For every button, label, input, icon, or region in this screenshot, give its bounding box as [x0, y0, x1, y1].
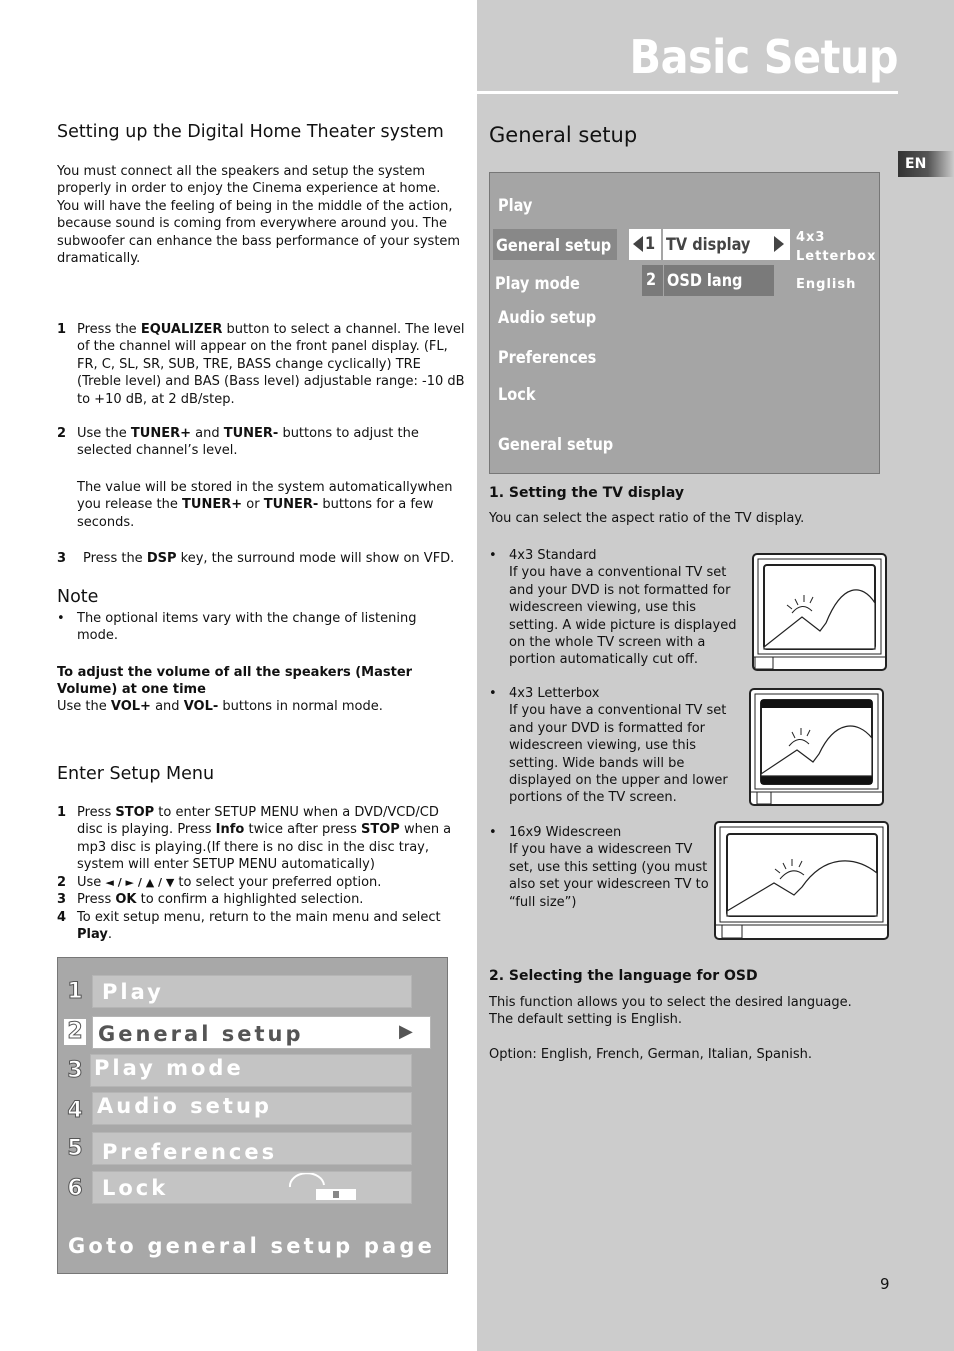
- step-text: Press: [77, 805, 116, 820]
- intro-paragraph: You must connect all the speakers and setup the system properly in order to enjoy the Cinema experience at home. You will have the feeling of being in the middle of the action, because sound is coming from everywhere around you. The subwoofer can enhance the bass performance of your system dramatically.: [57, 164, 461, 267]
- step-text: and: [190, 426, 224, 441]
- menu-digit: 1: [67, 979, 83, 1004]
- option-text: If you have a conventional TV set and your DVD is formatted for widescreen viewing, use this setting. Wide bands will be displayed on the upper and lower portions of the TV screen.: [509, 703, 728, 806]
- enter-step-2: [57, 874, 472, 891]
- osd-language-options: Option: English, French, German, Italian, Spanish.: [489, 1047, 812, 1062]
- step-text: when a mp3 disc is playing.(If there is no disc in the disc tray, system will enter SETUP MENU automatically): [77, 822, 452, 873]
- menu-footer-text: Goto general setup page: [68, 1234, 436, 1258]
- note-heading: Note: [57, 587, 99, 607]
- menu-item-play-mode[interactable]: Play mode: [94, 1056, 244, 1080]
- osd-menu-general-setup[interactable]: General setup: [496, 236, 612, 256]
- step-text: to enter SETUP MENU when a DVD/VCD/CD disc is playing. Press: [77, 805, 439, 838]
- step-text: Press the: [77, 322, 141, 337]
- enter-step-1: [57, 804, 472, 874]
- bullet: •: [489, 686, 497, 701]
- bullet: •: [489, 825, 497, 840]
- text: and: [150, 699, 184, 714]
- osd-footer-text: General setup: [498, 435, 614, 455]
- step-key: TUNER-: [263, 497, 319, 513]
- key: VOL+: [110, 699, 151, 714]
- title-rule: [477, 91, 898, 94]
- osd-menu-preferences[interactable]: Preferences: [498, 348, 597, 368]
- step-number: 2: [57, 426, 67, 441]
- tv-option-standard: [489, 547, 749, 669]
- tv-letterbox-illustration: [749, 688, 885, 807]
- step-key: Info: [215, 822, 245, 838]
- text: buttons in normal mode.: [218, 699, 383, 714]
- lock-icon: [286, 1173, 358, 1203]
- osd-language-heading: 2. Selecting the language for OSD: [489, 968, 758, 984]
- step-number: 3: [57, 551, 67, 566]
- step-number: 4: [57, 910, 67, 925]
- osd-language-text: This function allows you to select the desired language. The default setting is English.: [489, 995, 852, 1028]
- menu-digit: 4: [67, 1098, 83, 1123]
- general-setup-screen: [489, 172, 880, 474]
- step-key: TUNER+: [130, 426, 191, 441]
- osd-lang-value: English: [796, 277, 857, 292]
- enter-setup-heading: Enter Setup Menu: [57, 764, 215, 784]
- step-text: button to select a channel. The level of the channel will appear on the front panel display. (FL, FR, C, SL, SR, SUB, TRE, BASS change cyclically) TRE (Treble level) and BAS (Bass level) adjustable range: -10 dB to +10 dB, at 2 dB/step.: [77, 322, 465, 407]
- master-volume-text: [57, 698, 457, 715]
- step-text: Press: [77, 892, 116, 907]
- tv-display-heading: 1. Setting the TV display: [489, 485, 684, 501]
- language-tab: EN: [898, 151, 954, 177]
- note-item: [57, 610, 457, 645]
- osd-menu-play[interactable]: Play: [498, 196, 533, 216]
- page-title: Basic Setup: [629, 30, 898, 84]
- step-text: Press the: [83, 551, 147, 566]
- step-text: or: [242, 497, 264, 513]
- enter-step-4: [57, 909, 472, 944]
- section-heading-home-theater: Setting up the Digital Home Theater system: [57, 122, 444, 142]
- step-2: [57, 425, 472, 460]
- bullet: •: [489, 548, 497, 563]
- page-number: 9: [880, 1275, 890, 1293]
- step-text: The value will be stored in the system automaticallywhen you release the: [77, 480, 453, 513]
- step-number: 2: [57, 875, 67, 890]
- step-text: To exit setup menu, return to the main menu and select: [77, 910, 441, 925]
- step-text: twice after press: [244, 822, 361, 838]
- osd-menu-audio-setup[interactable]: Audio setup: [498, 308, 597, 328]
- step-3: [57, 550, 472, 567]
- step-key: STOP: [361, 822, 400, 838]
- menu-item-play[interactable]: Play: [102, 980, 164, 1004]
- tv-display-intro: You can select the aspect ratio of the TV display.: [489, 511, 805, 526]
- menu-digit: 6: [67, 1176, 83, 1201]
- osd-option-osd-lang[interactable]: OSD lang: [667, 271, 743, 291]
- step-key: TUNER-: [223, 426, 279, 441]
- step-text: Use the: [77, 426, 131, 441]
- tv-option-letterbox: [489, 685, 744, 807]
- osd-menu-play-mode[interactable]: Play mode: [495, 274, 580, 294]
- step-key: ◄ / ► / ▲ / ▼: [105, 876, 175, 889]
- note-text: The optional items vary with the change of listening mode.: [77, 611, 417, 644]
- arrow-left-icon: [631, 235, 645, 253]
- step-text: Use: [77, 875, 106, 890]
- step-text: to select your preferred option.: [174, 875, 382, 890]
- key: VOL-: [183, 699, 219, 714]
- tv-widescreen-illustration: [714, 821, 890, 941]
- step-1: [57, 321, 472, 408]
- setup-menu-screen: [57, 957, 448, 1274]
- step-key: EQUALIZER: [140, 322, 223, 337]
- step-number: 3: [57, 892, 67, 907]
- general-setup-heading: General setup: [489, 123, 638, 147]
- menu-item-lock[interactable]: Lock: [102, 1176, 169, 1200]
- step-key: TUNER+: [182, 497, 243, 513]
- play-arrow-icon: ▶: [399, 1021, 416, 1042]
- osd-menu-lock[interactable]: Lock: [498, 385, 536, 405]
- step-key: DSP: [146, 551, 177, 566]
- text: Use the: [57, 699, 111, 714]
- enter-step-3: [57, 891, 472, 908]
- step-text: to confirm a highlighted selection.: [136, 892, 364, 907]
- option-title: 4x3 Standard: [509, 548, 597, 563]
- step-number: 1: [57, 322, 67, 337]
- option-text: If you have a conventional TV set and your DVD is not formatted for widescreen viewing, use this setting. A wide picture is displayed on the whole TV screen with a portion automatically cut off.: [509, 565, 737, 668]
- step-2-continued: [57, 479, 472, 531]
- menu-item-audio-setup[interactable]: Audio setup: [97, 1094, 272, 1118]
- menu-digit: 5: [67, 1136, 83, 1161]
- tv-standard-illustration: [752, 553, 888, 672]
- menu-item-preferences[interactable]: Preferences: [102, 1140, 278, 1164]
- step-number: 1: [57, 805, 67, 820]
- step-text: .: [107, 927, 112, 943]
- option-text: If you have a widescreen TV set, use this setting (you must also set your widescreen TV to “full size”): [509, 842, 709, 910]
- option-title: 16x9 Widescreen: [509, 825, 622, 840]
- tv-display-value-letterbox: Letterbox: [796, 249, 877, 264]
- step-text: buttons for a few seconds.: [77, 497, 434, 530]
- step-key: Play: [77, 927, 108, 943]
- step-key: STOP: [115, 805, 155, 820]
- bullet: •: [57, 611, 65, 626]
- tv-display-value-4x3: 4x3: [796, 230, 826, 245]
- menu-item-general-setup[interactable]: General setup: [98, 1022, 304, 1046]
- option-title: 4x3 Letterbox: [509, 686, 600, 701]
- step-text: buttons to adjust the selected channel’s level.: [77, 426, 419, 459]
- step-key: OK: [115, 892, 137, 907]
- row-number: 1: [645, 234, 656, 254]
- step-text: key, the surround mode will show on VFD.: [176, 551, 455, 566]
- menu-digit: 3: [67, 1058, 83, 1083]
- master-volume-heading: To adjust the volume of all the speakers (Master Volume) at one time: [57, 665, 413, 698]
- osd-option-tv-display[interactable]: TV display: [666, 235, 751, 255]
- row-number: 2: [646, 270, 657, 290]
- tv-option-widescreen: [489, 824, 709, 911]
- arrow-right-icon: [772, 235, 786, 253]
- menu-digit: 2: [64, 1019, 86, 1045]
